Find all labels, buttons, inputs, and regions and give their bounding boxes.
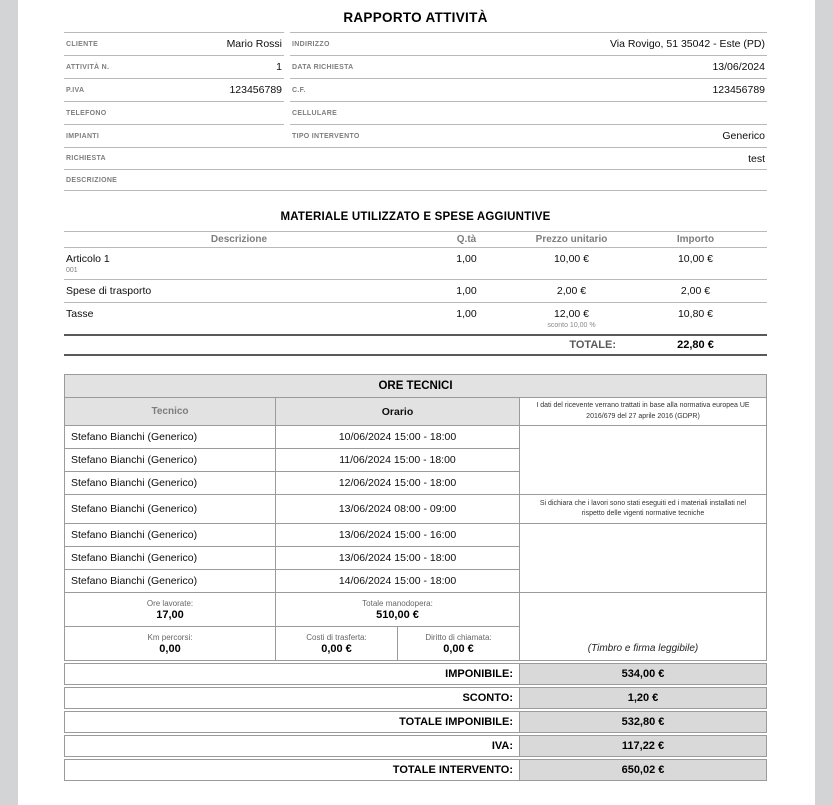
- summary-label: IVA:: [491, 740, 513, 752]
- info-cell-cellulare: [290, 101, 767, 124]
- material-amount: 2,00 €: [680, 285, 711, 297]
- summary-label: TOTALE IMPONIBILE:: [399, 716, 513, 728]
- worked-hours-cell: [65, 593, 276, 627]
- labor-total-cell: [276, 593, 520, 627]
- technician-schedule: 13/06/2024 08:00 - 09:00: [276, 495, 520, 524]
- material-amount: 10,80 €: [677, 308, 714, 320]
- labor-total-label: Totale manodopera:: [362, 598, 433, 608]
- field-label: RICHIESTA: [66, 155, 106, 162]
- worked-hours-value: 17,00: [156, 608, 184, 621]
- call-fee-cell: [398, 627, 520, 660]
- summary-value: 117,22 €: [519, 736, 766, 756]
- material-name: Spese di trasporto: [66, 285, 152, 297]
- material-row: [64, 280, 767, 303]
- field-value: 123456789: [229, 84, 282, 96]
- field-value: Mario Rossi: [226, 38, 282, 50]
- material-name: Articolo 1: [66, 253, 110, 265]
- material-amount: 10,00 €: [677, 253, 714, 265]
- info-row: [64, 32, 767, 55]
- info-cell-attivita-n: [64, 55, 284, 78]
- technician-name: Stefano Bianchi (Generico): [65, 449, 276, 472]
- technician-name: Stefano Bianchi (Generico): [65, 524, 276, 547]
- km-value: 0,00: [159, 642, 181, 655]
- field-label: INDIRIZZO: [292, 40, 330, 48]
- column-header-importo: Importo: [676, 234, 715, 245]
- field-label: IMPIANTI: [66, 132, 100, 140]
- material-name: Tasse: [66, 308, 94, 320]
- summary-section: [64, 663, 767, 781]
- technician-schedule: 10/06/2024 15:00 - 18:00: [276, 426, 520, 449]
- summary-row-totale-intervento: [64, 759, 767, 781]
- summary-label: IMPONIBILE:: [445, 668, 513, 680]
- travel-costs-value: 0,00 €: [321, 642, 352, 655]
- info-row: [64, 55, 767, 78]
- km-cell: [65, 627, 276, 660]
- summary-row-imponibile: [64, 663, 767, 685]
- summary-row-totale-imponibile: [64, 711, 767, 733]
- field-label: ATTIVITÀ N.: [66, 63, 110, 71]
- technician-name: Stefano Bianchi (Generico): [65, 547, 276, 570]
- technicians-table: [64, 374, 767, 661]
- client-info-table: [64, 32, 767, 191]
- materials-header-row: [64, 231, 767, 248]
- field-value: 1: [276, 61, 282, 73]
- travel-costs-cell: [276, 627, 398, 660]
- summary-value: 534,00 €: [519, 664, 766, 684]
- material-row: [64, 248, 767, 280]
- column-header-tecnico: Tecnico: [65, 398, 276, 426]
- material-description-cell: [64, 253, 414, 274]
- info-cell-tipo-intervento: [290, 124, 767, 147]
- materials-total-row: [64, 334, 767, 356]
- material-unit-price: 10,00 €: [553, 253, 590, 265]
- material-code: 001: [66, 267, 78, 274]
- field-label: TIPO INTERVENTO: [292, 132, 360, 140]
- side-empty-cell: [520, 524, 766, 593]
- materials-table: [64, 231, 767, 356]
- info-cell-cf: [290, 78, 767, 101]
- materials-total-label: TOTALE:: [569, 339, 616, 351]
- summary-label: SCONTO:: [462, 692, 513, 704]
- info-cell-descrizione: [64, 169, 767, 191]
- summary-value: 650,02 €: [519, 760, 766, 780]
- field-label: P.IVA: [66, 86, 85, 94]
- material-description-cell: [64, 285, 414, 297]
- column-header-orario: Orario: [276, 398, 520, 426]
- technician-name: Stefano Bianchi (Generico): [65, 570, 276, 593]
- summary-value: 1,20 €: [519, 688, 766, 708]
- info-cell-cliente: [64, 32, 284, 55]
- info-cell-telefono: [64, 101, 284, 124]
- call-fee-label: Diritto di chiamata:: [425, 632, 492, 642]
- technician-schedule: 13/06/2024 15:00 - 18:00: [276, 547, 520, 570]
- summary-row-iva: [64, 735, 767, 757]
- material-unit-price-cell: [519, 308, 624, 329]
- technician-schedule: 12/06/2024 15:00 - 18:00: [276, 472, 520, 495]
- technician-schedule: 13/06/2024 15:00 - 16:00: [276, 524, 520, 547]
- field-value: test: [748, 152, 765, 165]
- technician-name: Stefano Bianchi (Generico): [65, 495, 276, 524]
- material-discount: sconto 10,00 %: [547, 322, 596, 329]
- field-value: Generico: [722, 130, 765, 142]
- field-value: 13/06/2024: [712, 61, 765, 73]
- material-qty: 1,00: [456, 285, 477, 297]
- info-cell-data-richiesta: [290, 55, 767, 78]
- km-label: Km percorsi:: [147, 632, 193, 642]
- summary-label: TOTALE INTERVENTO:: [392, 764, 513, 776]
- field-label: C.F.: [292, 86, 306, 94]
- material-qty: 1,00: [456, 308, 477, 320]
- info-row: [64, 101, 767, 124]
- summary-row-sconto: [64, 687, 767, 709]
- field-value: 123456789: [712, 84, 765, 96]
- info-cell-piva: [64, 78, 284, 101]
- column-header-descrizione: Descrizione: [210, 234, 268, 245]
- call-fee-value: 0,00 €: [443, 642, 474, 655]
- travel-costs-label: Costi di trasferta:: [306, 632, 367, 642]
- side-empty-cell: [520, 426, 766, 495]
- field-label: CELLULARE: [292, 109, 338, 117]
- worked-hours-label: Ore lavorate:: [146, 598, 194, 608]
- field-label: CLIENTE: [66, 40, 99, 48]
- page-title: RAPPORTO ATTIVITÀ: [343, 10, 488, 25]
- info-row: [64, 124, 767, 147]
- summary-value: 532,80 €: [519, 712, 766, 732]
- column-header-qta: Q.tà: [456, 234, 477, 245]
- materials-total-value: 22,80 €: [677, 339, 714, 351]
- field-label: DESCRIZIONE: [66, 176, 118, 184]
- info-cell-indirizzo: [290, 32, 767, 55]
- material-row: [64, 303, 767, 334]
- info-cell-impianti: [64, 124, 284, 147]
- material-unit-price-cell: [519, 285, 624, 297]
- material-unit-price: 12,00 €: [553, 308, 590, 320]
- info-row: [64, 78, 767, 101]
- technician-name: Stefano Bianchi (Generico): [65, 472, 276, 495]
- technician-schedule: 11/06/2024 15:00 - 18:00: [276, 449, 520, 472]
- material-unit-price: 2,00 €: [556, 285, 587, 297]
- technician-schedule: 14/06/2024 15:00 - 18:00: [276, 570, 520, 593]
- column-header-prezzo-unitario: Prezzo unitario: [535, 234, 608, 245]
- materials-section-title: MATERIALE UTILIZZATO E SPESE AGGIUNTIVE: [280, 211, 551, 223]
- technician-name: Stefano Bianchi (Generico): [65, 426, 276, 449]
- gdpr-note: I dati del ricevente verrano trattati in base alla normativa europea UE 2016/679 del 27 aprile 2016 (GDPR): [520, 398, 766, 426]
- labor-total-value: 510,00 €: [376, 608, 419, 621]
- material-description-cell: [64, 308, 414, 329]
- signature-area: (Timbro e firma leggibile): [587, 643, 699, 654]
- field-value: Via Rovigo, 51 35042 - Este (PD): [609, 38, 765, 50]
- page-content: [18, 0, 815, 781]
- field-label: DATA RICHIESTA: [292, 63, 354, 71]
- compliance-declaration: Si dichiara che i lavori sono stati eseguiti ed i materiali installati nel rispetto delle vigenti normative tecniche: [520, 495, 766, 524]
- material-unit-price-cell: [519, 253, 624, 274]
- technicians-section-title: ORE TECNICI: [65, 375, 766, 398]
- info-cell-richiesta: [64, 147, 767, 169]
- material-qty: 1,00: [456, 253, 477, 265]
- field-label: TELEFONO: [66, 109, 107, 117]
- document-page: [18, 0, 815, 805]
